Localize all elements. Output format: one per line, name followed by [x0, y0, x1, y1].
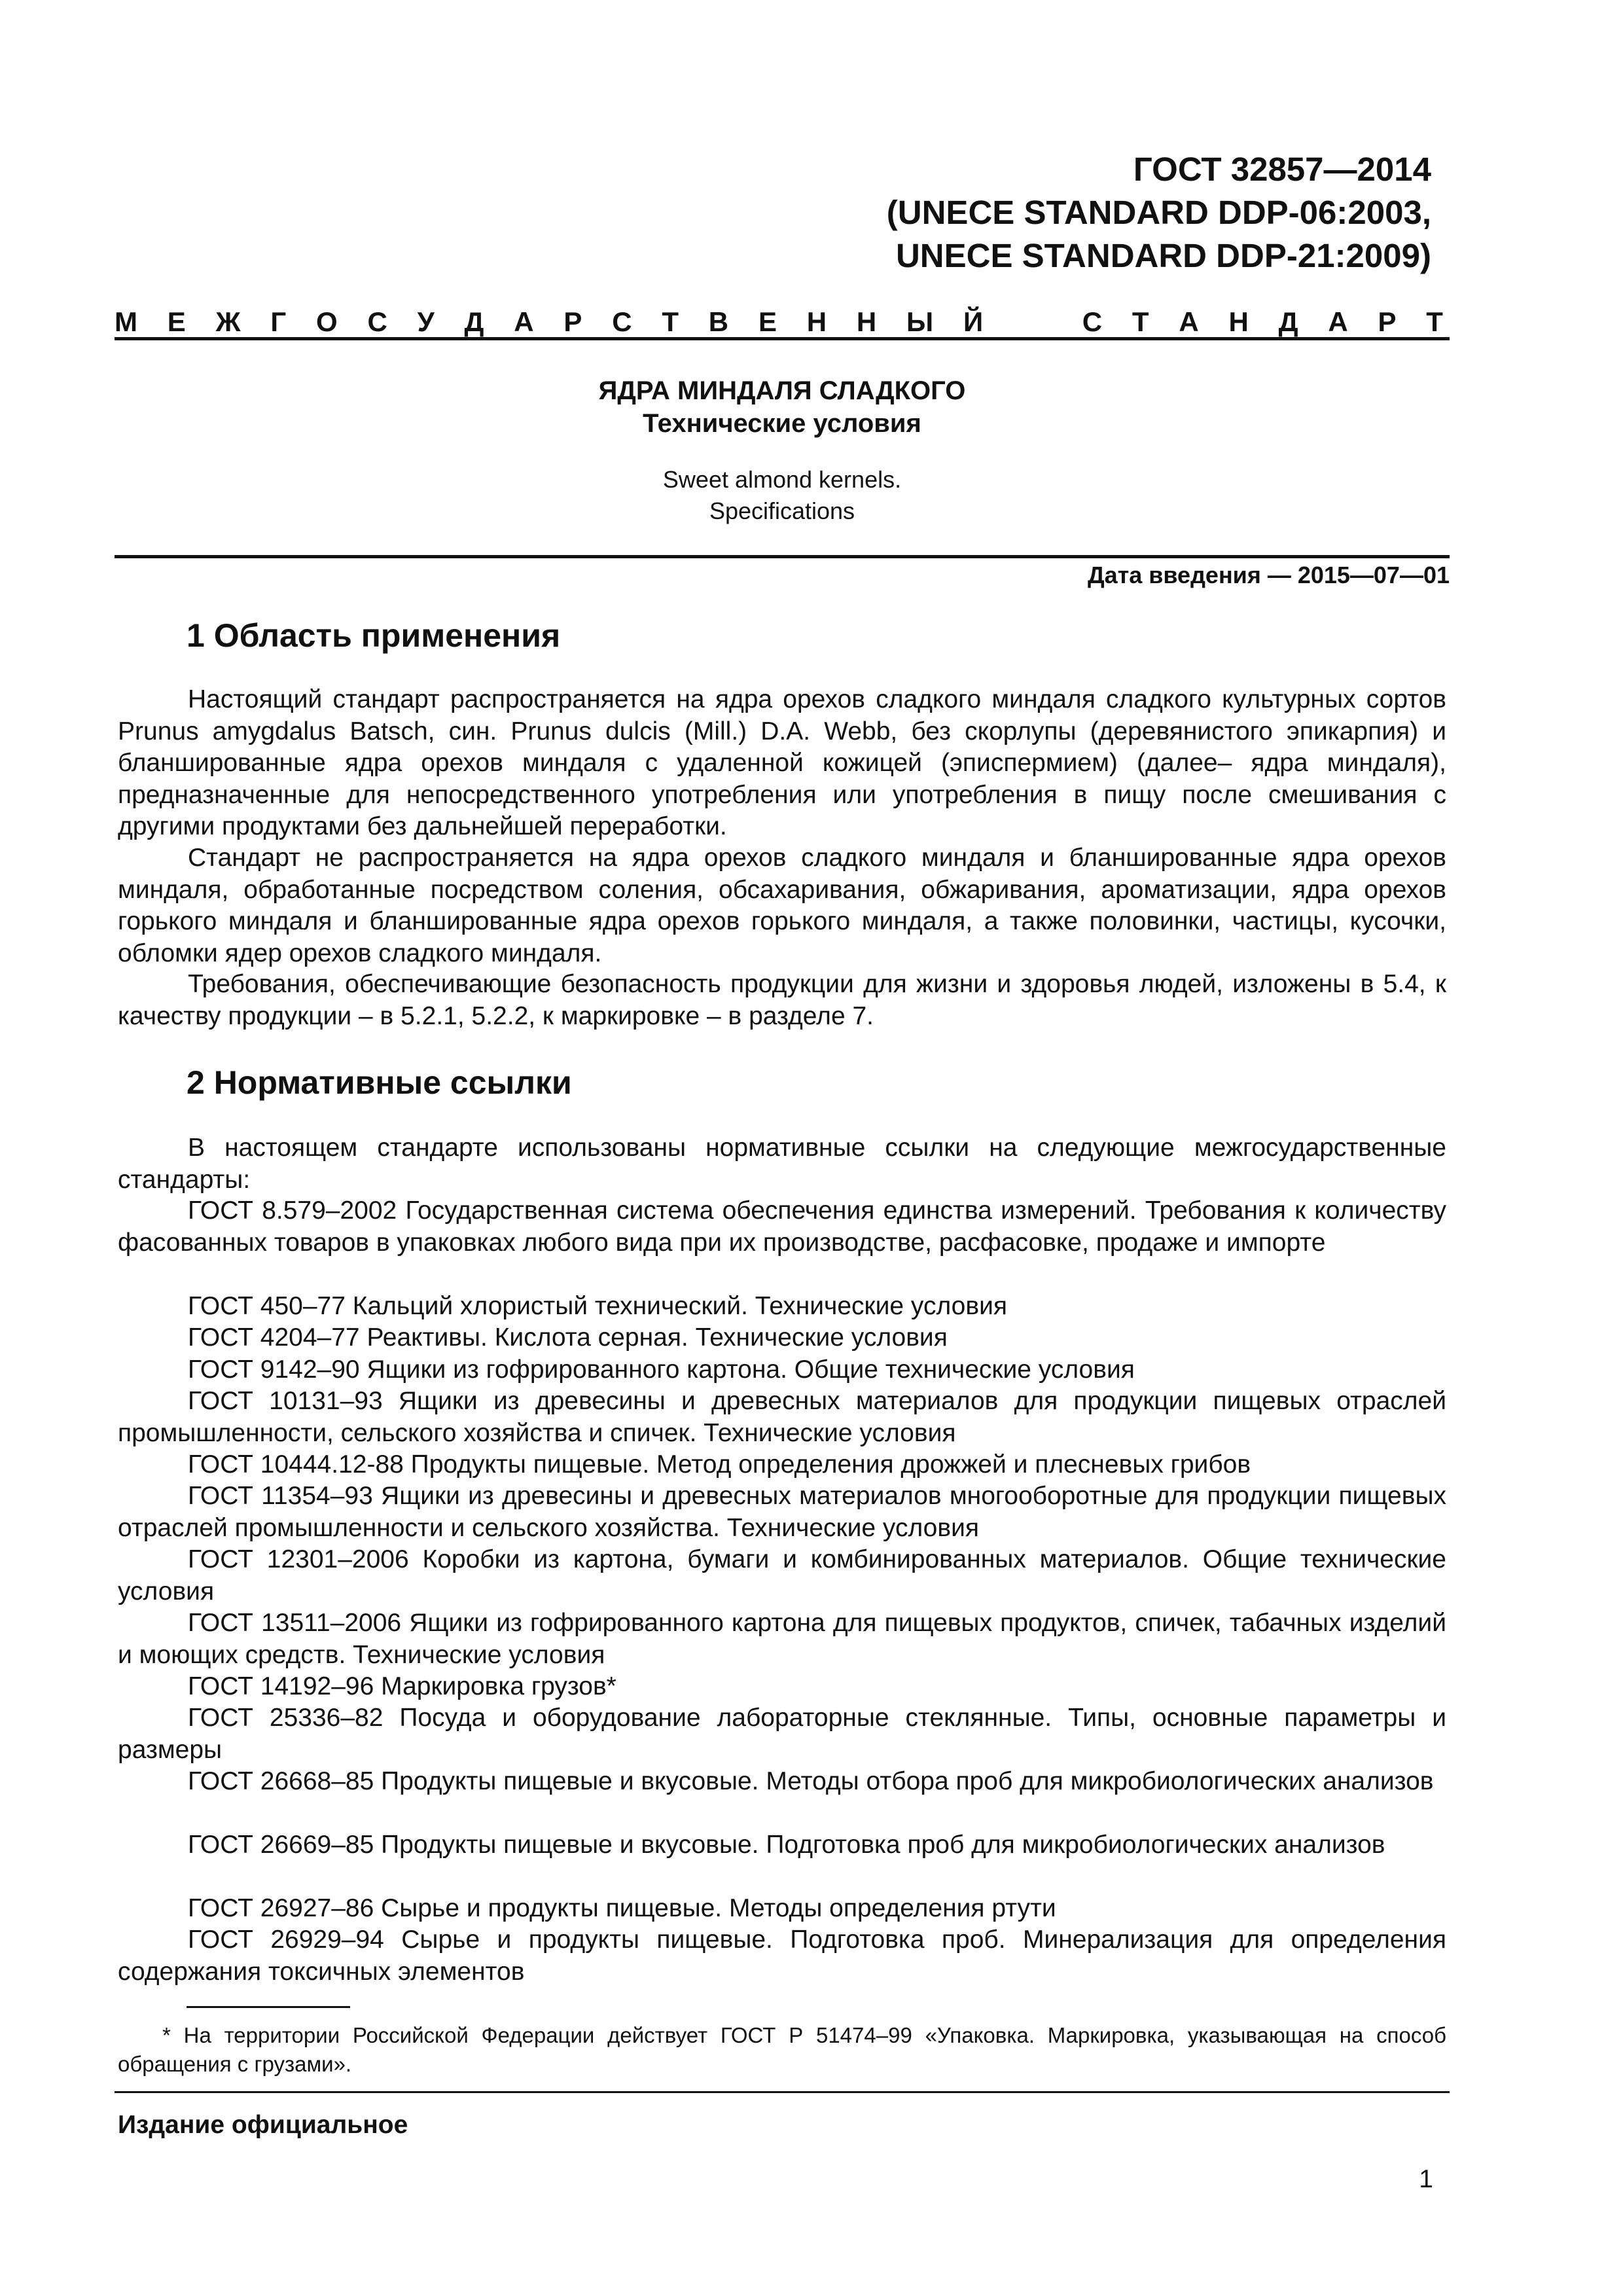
section-1-paragraph: Настоящий стандарт распространяется на ядра орехов сладкого миндаля сладкого культурных сортов Prunus amygdalus Batsch, син. Prunus dulcis (Mill.) D.A. Webb, без скорлупы (деревянистого эпикарпия) и бланшированные ядра орехов миндаля с удаленной кожицей (эписпермием) (далее– ядра миндаля), предназначенные для непосредственного употребления или употребления в пищу после смешивания с другими продуктами без дальнейшей переработки.	[118, 685, 1446, 840]
introduction-date: Дата введения — 2015—07—01	[1087, 562, 1450, 588]
standard-code-line-3: UNECE STANDARD DDP-21:2009)	[895, 237, 1431, 274]
title-en-line-2: Specifications	[709, 497, 855, 524]
title-ru-line-1: ЯДРА МИНДАЛЯ СЛАДКОГО	[598, 376, 966, 405]
interstate-letter: Ж	[215, 306, 241, 337]
interstate-letter: А	[514, 306, 534, 337]
reference-item: ГОСТ 10444.12-88 Продукты пищевые. Метод определения дрожжей и плесневых грибов	[188, 1450, 1251, 1479]
reference-item: ГОСТ 450–77 Кальций хлористый технический. Технические условия	[188, 1292, 1007, 1320]
reference-item: ГОСТ 4204–77 Реактивы. Кислота серная. Технические условия	[188, 1323, 948, 1352]
interstate-letter: Н	[806, 306, 827, 337]
title-ru-line-2: Технические условия	[643, 409, 921, 438]
reference-item: ГОСТ 9142–90 Ящики из гофрированного картона. Общие технические условия	[188, 1355, 1135, 1384]
section-1-heading: 1 Область применения	[187, 617, 561, 654]
interstate-letter: В	[708, 306, 729, 337]
footnote: * На территории Российской Федерации действует ГОСТ Р 51474–99 «Упаковка. Маркировка, указывающая на способ обращения с грузами».	[118, 2023, 1446, 2076]
interstate-letter: М	[115, 306, 137, 337]
section-2-heading: 2 Нормативные ссылки	[187, 1064, 572, 1101]
reference-item: ГОСТ 14192–96 Маркировка грузов*	[188, 1672, 616, 1700]
reference-item: ГОСТ 11354–93 Ящики из древесины и древесных материалов многооборотные для продукции пищевых отраслей промышленности и сельского хозяйства. Технические условия	[118, 1482, 1446, 1542]
interstate-letter: Т	[662, 306, 679, 337]
interstate-letter: Д	[464, 306, 484, 337]
section-2-intro-text: В настоящем стандарте использованы нормативные ссылки на следующие межгосударственные стандарты:	[118, 1134, 1446, 1194]
reference-item: ГОСТ 25336–82 Посуда и оборудование лабораторные стеклянные. Типы, основные параметры и размеры	[118, 1704, 1446, 1764]
reference-item: ГОСТ 13511–2006 Ящики из гофрированного картона для пищевых продуктов, спичек, табачных изделий и моющих средств. Технические условия	[118, 1609, 1446, 1669]
reference-item: ГОСТ 26929–94 Сырье и продукты пищевые. Подготовка проб. Минерализация для определения содержания токсичных элементов	[118, 1926, 1446, 1986]
section-1-paragraph: Требования, обеспечивающие безопасность продукции для жизни и здоровья людей, изложены в 5.4, к качеству продукции – в 5.2.1, 5.2.2, к маркировке – в разделе 7.	[118, 970, 1446, 1030]
interstate-letter: Т	[1132, 306, 1149, 337]
interstate-letter: А	[1179, 306, 1199, 337]
interstate-letter: С	[1082, 306, 1103, 337]
interstate-letter: Е	[167, 306, 186, 337]
page-number: 1	[1419, 2165, 1433, 2193]
official-edition-label: Издание официальное	[118, 2111, 408, 2139]
reference-item: ГОСТ 26668–85 Продукты пищевые и вкусовые. Методы отбора проб для микробиологических анализов	[188, 1767, 1434, 1795]
interstate-letter: А	[1328, 306, 1348, 337]
reference-item: ГОСТ 10131–93 Ящики из древесины и древесных материалов для продукции пищевых отраслей промышленности, сельского хозяйства и спичек. Технические условия	[118, 1387, 1446, 1447]
interstate-letter: Й	[963, 306, 984, 337]
interstate-letter: Р	[1378, 306, 1397, 337]
interstate-letter: С	[367, 306, 387, 337]
reference-item: ГОСТ 12301–2006 Коробки из картона, бумаги и комбинированных материалов. Общие технические условия	[118, 1545, 1446, 1605]
interstate-letter: О	[315, 306, 338, 337]
section-2-intro	[118, 1132, 1446, 1196]
interstate-letter: Н	[1228, 306, 1249, 337]
footer-divider	[115, 2091, 1450, 2093]
standard-code-line-2: (UNECE STANDARD DDP-06:2003,	[886, 194, 1431, 231]
title-divider	[115, 555, 1450, 558]
interstate-letter: Т	[1426, 306, 1443, 337]
reference-item: ГОСТ 8.579–2002 Государственная система обеспечения единства измерений. Требования к количеству фасованных товаров в упаковках любого вида при их производстве, расфасовке, продаже и импорте	[118, 1196, 1446, 1257]
title-en-line-1: Sweet almond kernels.	[662, 466, 902, 493]
standard-code-line-1: ГОСТ 32857—2014	[1133, 151, 1431, 188]
standard-code	[887, 148, 1431, 278]
interstate-letter: Е	[758, 306, 777, 337]
interstate-letter: Г	[270, 306, 287, 337]
reference-item: ГОСТ 26669–85 Продукты пищевые и вкусовые. Подготовка проб для микробиологических анализов	[188, 1831, 1385, 1859]
interstate-letter: Р	[563, 306, 582, 337]
interstate-word-gap	[1013, 306, 1052, 338]
interstate-letter: У	[417, 306, 435, 337]
reference-item: ГОСТ 26927–86 Сырье и продукты пищевые. Методы определения ртути	[188, 1894, 1056, 1922]
interstate-letter: Н	[856, 306, 877, 337]
header-divider	[115, 337, 1450, 340]
footnote-separator	[187, 2006, 350, 2008]
section-1-paragraph: Стандарт не распространяется на ядра орехов сладкого миндаля и бланшированные ядра орехов миндаля, обработанные посредством соления, обсахаривания, обжаривания, ароматизации, ядра орехов горького миндаля и бланшированные ядра орехов горького миндаля, а также половинки, частицы, кусочки, обломки ядер орехов сладкого миндаля.	[118, 844, 1446, 967]
interstate-standard-heading	[115, 306, 1443, 338]
interstate-letter: Ы	[906, 306, 934, 337]
interstate-letter: С	[612, 306, 632, 337]
interstate-letter: Д	[1278, 306, 1298, 337]
